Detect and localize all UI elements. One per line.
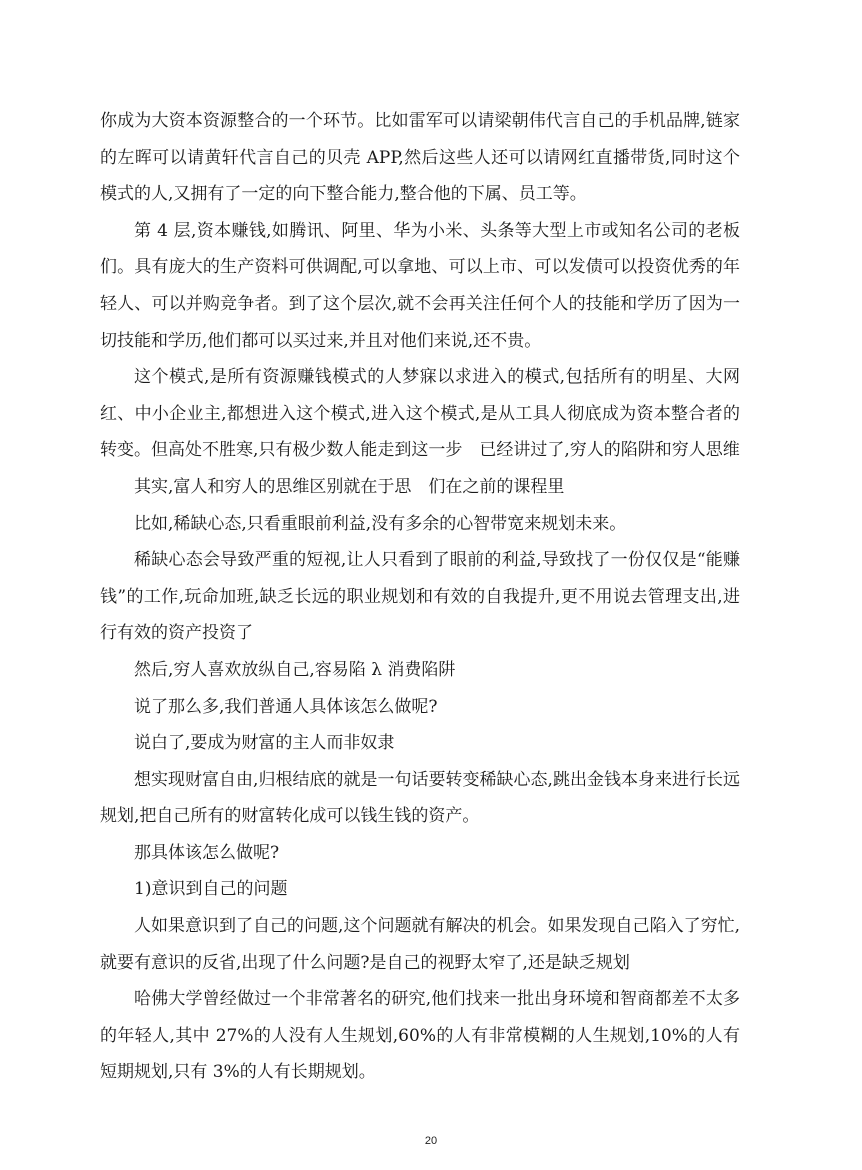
body-text: [100, 103, 740, 1091]
paragraph: 稀缺心态会导致严重的短视,让人只看到了眼前的利益,导致找了一份仅仅是“能赚钱”的工作,玩命加班,缺乏长远的职业规划和有效的自我提升,更不用说去管理支出,进行有效的资产投资了: [100, 550, 740, 644]
paragraph: 说了那么多,我们普通人具体该怎么做呢?: [134, 696, 438, 717]
page-number: 20: [424, 1135, 438, 1147]
paragraph: 人如果意识到了自己的问题,这个问题就有解决的机会。如果发现自己陷入了穷忙,就要有意识的反省,出现了什么问题?是自己的视野太窄了,还是缺乏规划: [100, 916, 740, 973]
paragraph: 这个模式,是所有资源赚钱模式的人梦寐以求进入的模式,包括所有的明星、大网红、中小企业主,都想进入这个模式,进入这个模式,是从工具人彻底成为资本整合者的转变。但高处不胜寒,只有极少数人能走到这一步 已经讲过了,穷人的陷阱和穷人思维: [100, 367, 740, 461]
paragraph: 说白了,要成为财富的主人而非奴隶: [134, 733, 395, 754]
paragraph: 哈佛大学曾经做过一个非常著名的研究,他们找来一批出身环境和智商都差不太多的年轻人,其中 27%的人没有人生规划,60%的人有非常模糊的人生规划,10%的人有短期规划,只有 3%的人有长期规划。: [100, 989, 740, 1083]
paragraph: 比如,稀缺心态,只看重眼前利益,没有多余的心智带宽来规划未来。: [134, 513, 627, 534]
paragraph: 想实现财富自由,归根结底的就是一句话要转变稀缺心态,跳出金钱本身来进行长远规划,把自己所有的财富转化成可以钱生钱的资产。: [100, 769, 740, 827]
paragraph: 然后,穷人喜欢放纵自己,容易陷 λ 消费陷阱: [134, 659, 456, 680]
paragraph: 1)意识到自己的问题: [134, 879, 288, 900]
paragraph: 第 4 层,资本赚钱,如腾讯、阿里、华为小米、头条等大型上市或知名公司的老板们。具有庞大的生产资料可供调配,可以拿地、可以上市、可以发债可以投资优秀的年轻人、可以并购竞争者。到了这个层次,就不会再关注任何个人的技能和学历了因为一切技能和学历,他们都可以买过来,并且对他们来说,还不贵。: [100, 220, 740, 351]
paragraph: 你成为大资本资源整合的一个环节。比如雷军可以请梁朝伟代言自己的手机品牌,链家的左晖可以请黄轩代言自己的贝壳 APP,然后这些人还可以请网红直播带货,同时这个模式的人,又拥有了一定的向下整合能力,整合他的下属、员工等。: [100, 111, 740, 205]
paragraph: 那具体该怎么做呢?: [134, 842, 280, 863]
paragraph: 其实,富人和穷人的思维区别就在于思 们在之前的课程里: [134, 476, 565, 497]
